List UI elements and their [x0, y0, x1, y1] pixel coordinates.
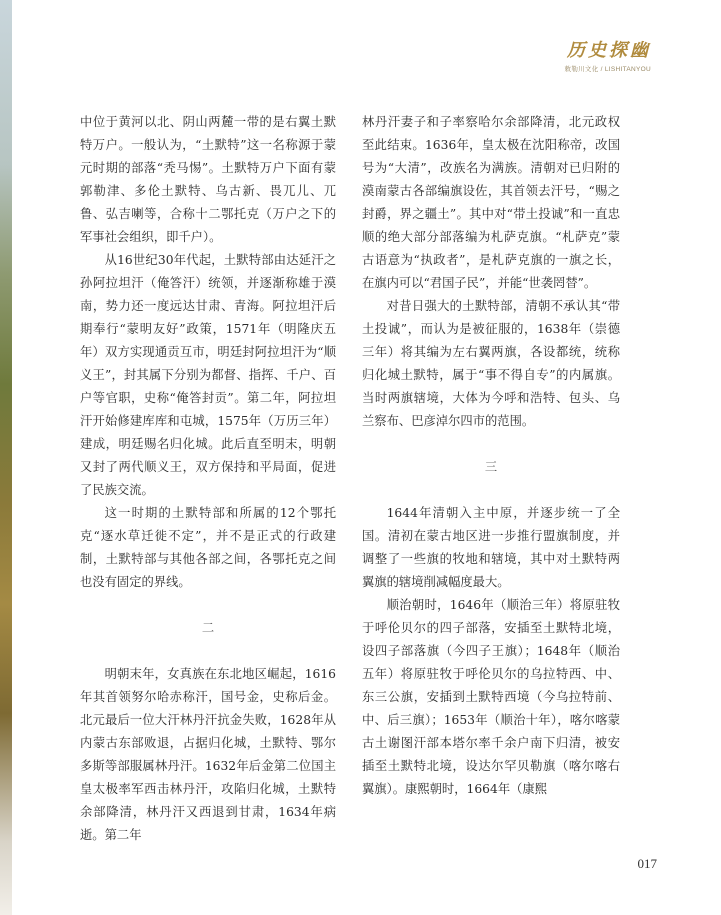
- right-paragraph-1: 林丹汗妻子和子率察哈尔余部降清，北元政权至此结束。1636年，皇太极在沈阳称帝，改国号为“大清”，改族名为满族。清朝对已归附的漠南蒙古各部编旗设佐，其首领去汗号，“赐之封爵，界之疆土”。其中对“带土投诚”和一直忠顺的绝大部分部落编为札萨克旗。“札萨克”蒙古语意为“执政者”，是札萨克旗的一旗之长，在旗内可以“君国子民”，并能“世袭罔替”。: [362, 115, 620, 290]
- left-column: [80, 111, 336, 847]
- left-photo-strip: [0, 0, 12, 915]
- left-paragraph-3: 这一时期的土默特部和所属的12个鄂托克“逐水草迁徙不定”，并不是正式的行政建制，土默特部与其他各部之间，各鄂托克之间也没有固定的界线。: [80, 506, 336, 589]
- right-column: [362, 111, 620, 801]
- right-paragraph-2: 对昔日强大的土默特部，清朝不承认其“带土投诚”，而认为是被征服的，1638年（崇德三年）将其编为左右翼两旗，各设都统，统称归化城土默特，属于“事不得自专”的内属旗。当时两旗辖境，大体为今呼和浩特、包头、乌兰察布、巴彦淖尔四市的范围。: [362, 299, 620, 428]
- page-number: 017: [637, 856, 657, 871]
- section-title: 历史探幽: [567, 40, 651, 61]
- page-header: [565, 36, 651, 73]
- right-paragraph-4: 顺治朝时，1646年（顺治三年）将原驻牧于呼伦贝尔的四子部落，安插至土默特北境，设四子部落旗（今四子王旗）；1648年（顺治五年）将原驻牧于呼伦贝尔的乌拉特西、中、东三公旗，安插到土默特西境（今乌拉特前、中、后三旗）；1653年（顺治十年），喀尔喀蒙古土谢图汗部本塔尔率千余户南下归清，被安插至土默特北境，设达尔罕贝勒旗（喀尔喀右翼旗）。康熙朝时，1664年（康熙: [362, 598, 620, 796]
- section-heading-2: 二: [201, 621, 215, 635]
- left-paragraph-1: 中位于黄河以北、阴山两麓一带的是右翼土默特万户。一般认为，“土默特”这一名称源于蒙元时期的部落“秃马惕”。土默特万户下面有蒙郭勒津、多伦土默特、乌古新、畏兀儿、兀鲁、弘吉喇等，合称十二鄂托克（万户之下的军事社会组织，即千户）。: [80, 115, 336, 244]
- section-heading-3: 三: [484, 460, 498, 474]
- left-paragraph-2: 从16世纪30年代起，土默特部由达延汗之孙阿拉坦汗（俺答汗）统领，并逐渐称雄于漠南，势力还一度远达甘肃、青海。阿拉坦汗后期奉行“蒙明友好”政策，1571年（明隆庆五年）双方实现通贡互市，明廷封阿拉坦汗为“顺义王”，封其属下分别为都督、指挥、千户、百户等官职，史称“俺答封贡”。第二年，阿拉坦汗开始修建库库和屯城，1575年（万历三年）建成，明廷赐名归化城。此后直至明末，明朝又封了两代顺义王，双方保持和平局面，促进了民族交流。: [80, 253, 336, 497]
- section-subtitle: 敕勒川文化 / LISHITANYOU: [564, 66, 651, 73]
- left-paragraph-4: 明朝末年，女真族在东北地区崛起，1616年其首领努尔哈赤称汗，国号金，史称后金。北元最后一位大汗林丹汗抗金失败，1628年从内蒙古东部败退，占据归化城，土默特、鄂尔多斯等部服属林丹汗。1632年后金第二位国主皇太极率军西击林丹汗，攻陷归化城，土默特余部降清，林丹汗又西退到甘肃，1634年病逝。第二年: [80, 667, 336, 842]
- right-paragraph-3: 1644年清朝入主中原，并逐步统一了全国。清初在蒙古地区进一步推行盟旗制度，并调整了一些旗的牧地和辖境，其中对土默特两翼旗的辖境削减幅度最大。: [362, 506, 620, 589]
